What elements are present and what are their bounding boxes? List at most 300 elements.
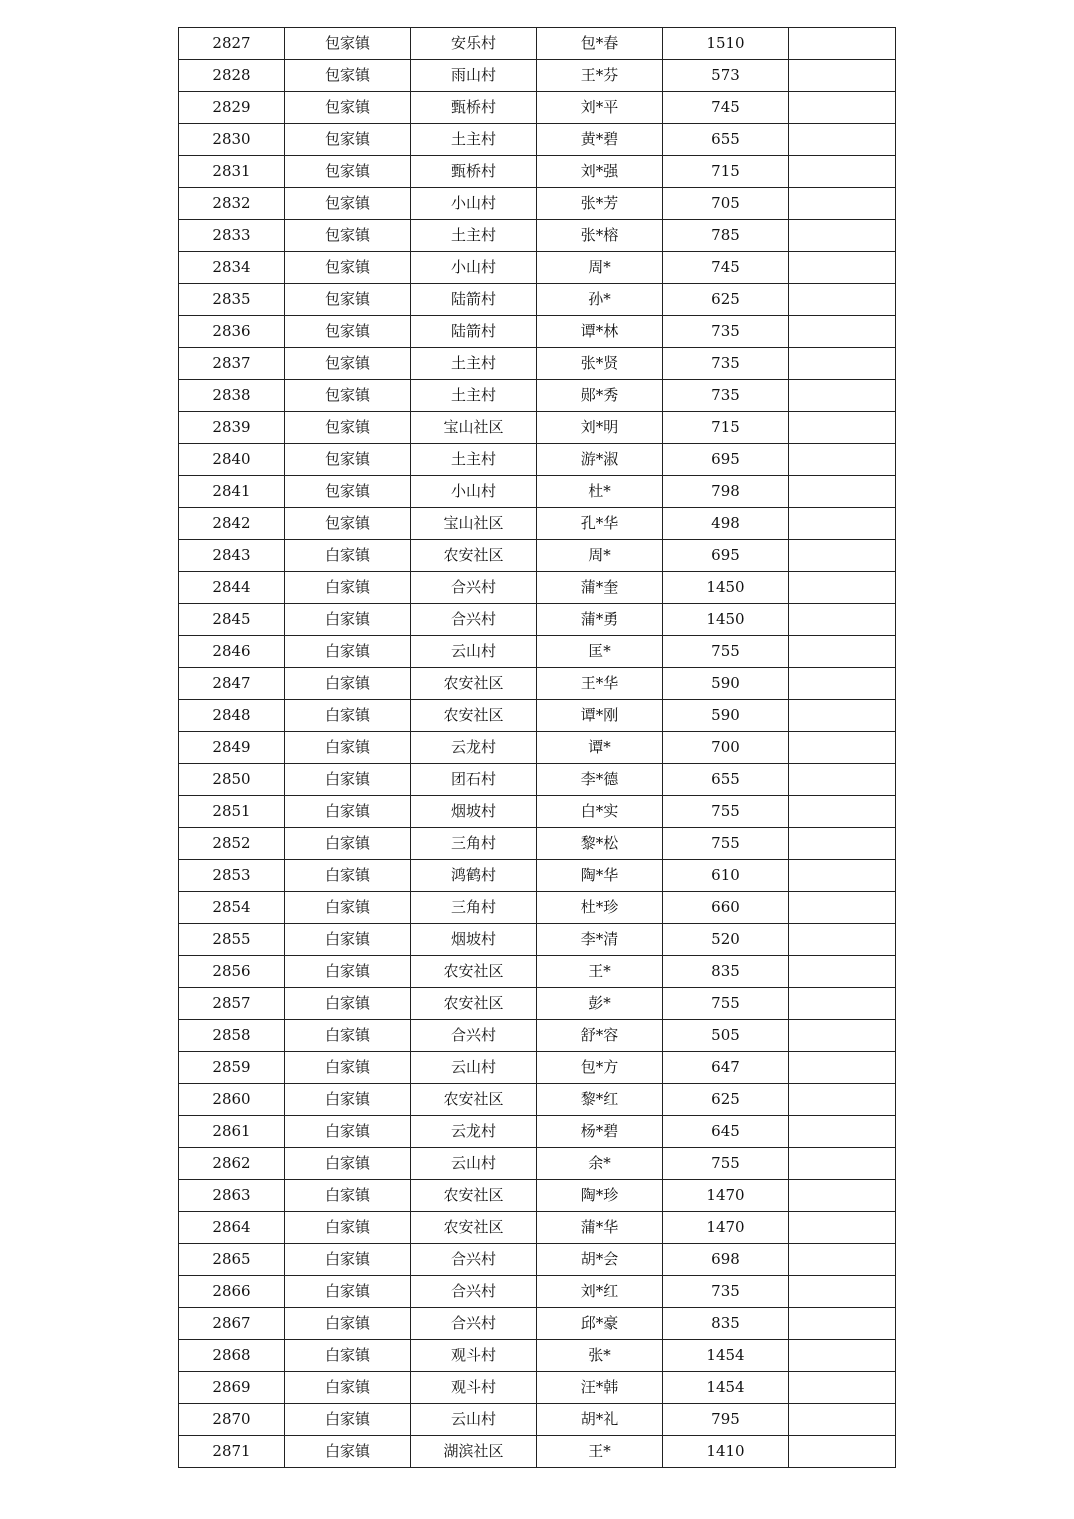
cell-village: 云山村 bbox=[411, 1148, 537, 1180]
cell-index: 2843 bbox=[179, 540, 285, 572]
cell-amount: 625 bbox=[663, 284, 789, 316]
cell-name: 李*德 bbox=[537, 764, 663, 796]
cell-village: 合兴村 bbox=[411, 572, 537, 604]
cell-town: 白家镇 bbox=[285, 1244, 411, 1276]
cell-village: 宝山社区 bbox=[411, 508, 537, 540]
cell-index: 2868 bbox=[179, 1340, 285, 1372]
cell-amount: 715 bbox=[663, 412, 789, 444]
table-row bbox=[179, 1308, 896, 1340]
cell-amount: 715 bbox=[663, 156, 789, 188]
cell-amount: 610 bbox=[663, 860, 789, 892]
table-row bbox=[179, 1052, 896, 1084]
cell-town: 白家镇 bbox=[285, 828, 411, 860]
cell-name: 胡*会 bbox=[537, 1244, 663, 1276]
table-row bbox=[179, 1148, 896, 1180]
cell-town: 白家镇 bbox=[285, 764, 411, 796]
cell-amount: 590 bbox=[663, 668, 789, 700]
cell-note bbox=[789, 764, 896, 796]
cell-amount: 755 bbox=[663, 828, 789, 860]
cell-index: 2844 bbox=[179, 572, 285, 604]
cell-note bbox=[789, 988, 896, 1020]
cell-town: 白家镇 bbox=[285, 668, 411, 700]
cell-index: 2870 bbox=[179, 1404, 285, 1436]
table-row bbox=[179, 1116, 896, 1148]
cell-index: 2869 bbox=[179, 1372, 285, 1404]
cell-town: 白家镇 bbox=[285, 1404, 411, 1436]
cell-amount: 700 bbox=[663, 732, 789, 764]
cell-name: 杜*珍 bbox=[537, 892, 663, 924]
cell-name: 郧*秀 bbox=[537, 380, 663, 412]
cell-name: 匡* bbox=[537, 636, 663, 668]
table-row bbox=[179, 668, 896, 700]
cell-town: 包家镇 bbox=[285, 92, 411, 124]
table-row bbox=[179, 284, 896, 316]
cell-village: 陆箭村 bbox=[411, 316, 537, 348]
table-row bbox=[179, 732, 896, 764]
cell-index: 2847 bbox=[179, 668, 285, 700]
cell-name: 王* bbox=[537, 1436, 663, 1468]
table-row bbox=[179, 1436, 896, 1468]
cell-index: 2871 bbox=[179, 1436, 285, 1468]
cell-note bbox=[789, 1372, 896, 1404]
cell-amount: 1454 bbox=[663, 1372, 789, 1404]
cell-amount: 645 bbox=[663, 1116, 789, 1148]
cell-amount: 695 bbox=[663, 540, 789, 572]
cell-name: 谭*林 bbox=[537, 316, 663, 348]
cell-note bbox=[789, 1340, 896, 1372]
cell-village: 三角村 bbox=[411, 828, 537, 860]
cell-amount: 695 bbox=[663, 444, 789, 476]
cell-village: 雨山村 bbox=[411, 60, 537, 92]
cell-note bbox=[789, 252, 896, 284]
cell-name: 王*华 bbox=[537, 668, 663, 700]
cell-name: 包*方 bbox=[537, 1052, 663, 1084]
cell-village: 云山村 bbox=[411, 636, 537, 668]
cell-amount: 1450 bbox=[663, 572, 789, 604]
cell-town: 白家镇 bbox=[285, 892, 411, 924]
cell-amount: 590 bbox=[663, 700, 789, 732]
cell-index: 2849 bbox=[179, 732, 285, 764]
cell-note bbox=[789, 1404, 896, 1436]
cell-note bbox=[789, 348, 896, 380]
cell-village: 农安社区 bbox=[411, 668, 537, 700]
cell-note bbox=[789, 1020, 896, 1052]
cell-town: 白家镇 bbox=[285, 700, 411, 732]
cell-index: 2842 bbox=[179, 508, 285, 540]
cell-village: 云龙村 bbox=[411, 732, 537, 764]
cell-name: 胡*礼 bbox=[537, 1404, 663, 1436]
cell-village: 合兴村 bbox=[411, 604, 537, 636]
cell-index: 2851 bbox=[179, 796, 285, 828]
cell-index: 2853 bbox=[179, 860, 285, 892]
cell-amount: 745 bbox=[663, 252, 789, 284]
cell-amount: 655 bbox=[663, 124, 789, 156]
cell-amount: 505 bbox=[663, 1020, 789, 1052]
cell-amount: 755 bbox=[663, 796, 789, 828]
table-row bbox=[179, 1084, 896, 1116]
cell-index: 2860 bbox=[179, 1084, 285, 1116]
cell-index: 2859 bbox=[179, 1052, 285, 1084]
cell-town: 包家镇 bbox=[285, 316, 411, 348]
cell-amount: 1410 bbox=[663, 1436, 789, 1468]
cell-note bbox=[789, 572, 896, 604]
table-row bbox=[179, 860, 896, 892]
cell-index: 2865 bbox=[179, 1244, 285, 1276]
cell-town: 白家镇 bbox=[285, 1180, 411, 1212]
cell-village: 观斗村 bbox=[411, 1372, 537, 1404]
cell-village: 合兴村 bbox=[411, 1244, 537, 1276]
cell-town: 白家镇 bbox=[285, 924, 411, 956]
cell-index: 2829 bbox=[179, 92, 285, 124]
cell-name: 游*淑 bbox=[537, 444, 663, 476]
cell-note bbox=[789, 316, 896, 348]
cell-index: 2838 bbox=[179, 380, 285, 412]
cell-name: 刘*强 bbox=[537, 156, 663, 188]
cell-name: 张*榕 bbox=[537, 220, 663, 252]
cell-name: 张*芳 bbox=[537, 188, 663, 220]
cell-name: 孔*华 bbox=[537, 508, 663, 540]
cell-note bbox=[789, 220, 896, 252]
cell-town: 白家镇 bbox=[285, 1308, 411, 1340]
cell-amount: 520 bbox=[663, 924, 789, 956]
cell-town: 包家镇 bbox=[285, 60, 411, 92]
table-row bbox=[179, 1372, 896, 1404]
cell-amount: 705 bbox=[663, 188, 789, 220]
cell-name: 陶*华 bbox=[537, 860, 663, 892]
cell-name: 舒*容 bbox=[537, 1020, 663, 1052]
cell-index: 2852 bbox=[179, 828, 285, 860]
cell-village: 小山村 bbox=[411, 188, 537, 220]
table-row bbox=[179, 1212, 896, 1244]
cell-name: 白*实 bbox=[537, 796, 663, 828]
table-row bbox=[179, 1244, 896, 1276]
table-row bbox=[179, 348, 896, 380]
cell-note bbox=[789, 1180, 896, 1212]
cell-village: 三角村 bbox=[411, 892, 537, 924]
cell-town: 白家镇 bbox=[285, 732, 411, 764]
cell-village: 合兴村 bbox=[411, 1308, 537, 1340]
cell-village: 农安社区 bbox=[411, 1180, 537, 1212]
cell-amount: 735 bbox=[663, 1276, 789, 1308]
cell-village: 土主村 bbox=[411, 124, 537, 156]
cell-name: 周* bbox=[537, 252, 663, 284]
table-row bbox=[179, 764, 896, 796]
cell-index: 2848 bbox=[179, 700, 285, 732]
cell-index: 2835 bbox=[179, 284, 285, 316]
cell-index: 2862 bbox=[179, 1148, 285, 1180]
cell-town: 白家镇 bbox=[285, 1020, 411, 1052]
cell-name: 王*芬 bbox=[537, 60, 663, 92]
cell-name: 陶*珍 bbox=[537, 1180, 663, 1212]
cell-town: 包家镇 bbox=[285, 380, 411, 412]
cell-amount: 795 bbox=[663, 1404, 789, 1436]
cell-amount: 625 bbox=[663, 1084, 789, 1116]
cell-index: 2854 bbox=[179, 892, 285, 924]
cell-note bbox=[789, 284, 896, 316]
cell-town: 白家镇 bbox=[285, 988, 411, 1020]
cell-town: 包家镇 bbox=[285, 252, 411, 284]
cell-note bbox=[789, 860, 896, 892]
cell-note bbox=[789, 28, 896, 60]
cell-name: 谭* bbox=[537, 732, 663, 764]
cell-index: 2850 bbox=[179, 764, 285, 796]
cell-town: 包家镇 bbox=[285, 124, 411, 156]
cell-village: 烟坡村 bbox=[411, 924, 537, 956]
cell-village: 团石村 bbox=[411, 764, 537, 796]
cell-village: 合兴村 bbox=[411, 1020, 537, 1052]
cell-note bbox=[789, 604, 896, 636]
cell-note bbox=[789, 796, 896, 828]
cell-town: 白家镇 bbox=[285, 1052, 411, 1084]
cell-town: 包家镇 bbox=[285, 444, 411, 476]
table-row bbox=[179, 1276, 896, 1308]
cell-name: 蒲*奎 bbox=[537, 572, 663, 604]
cell-village: 云山村 bbox=[411, 1052, 537, 1084]
cell-name: 蒲*华 bbox=[537, 1212, 663, 1244]
cell-name: 刘*明 bbox=[537, 412, 663, 444]
cell-name: 黄*碧 bbox=[537, 124, 663, 156]
cell-amount: 835 bbox=[663, 956, 789, 988]
cell-town: 白家镇 bbox=[285, 636, 411, 668]
cell-note bbox=[789, 636, 896, 668]
cell-village: 小山村 bbox=[411, 476, 537, 508]
cell-amount: 835 bbox=[663, 1308, 789, 1340]
cell-name: 张* bbox=[537, 1340, 663, 1372]
cell-town: 白家镇 bbox=[285, 796, 411, 828]
cell-name: 王* bbox=[537, 956, 663, 988]
cell-index: 2833 bbox=[179, 220, 285, 252]
cell-name: 杜* bbox=[537, 476, 663, 508]
cell-note bbox=[789, 1308, 896, 1340]
cell-village: 土主村 bbox=[411, 444, 537, 476]
cell-town: 包家镇 bbox=[285, 28, 411, 60]
cell-town: 白家镇 bbox=[285, 1116, 411, 1148]
cell-village: 合兴村 bbox=[411, 1276, 537, 1308]
cell-amount: 1470 bbox=[663, 1180, 789, 1212]
table-row bbox=[179, 1340, 896, 1372]
table-row bbox=[179, 316, 896, 348]
table-row bbox=[179, 796, 896, 828]
cell-index: 2866 bbox=[179, 1276, 285, 1308]
cell-amount: 1470 bbox=[663, 1212, 789, 1244]
cell-village: 烟坡村 bbox=[411, 796, 537, 828]
cell-index: 2830 bbox=[179, 124, 285, 156]
cell-amount: 735 bbox=[663, 348, 789, 380]
cell-note bbox=[789, 1244, 896, 1276]
cell-name: 李*清 bbox=[537, 924, 663, 956]
cell-note bbox=[789, 732, 896, 764]
cell-amount: 655 bbox=[663, 764, 789, 796]
cell-note bbox=[789, 380, 896, 412]
table-row bbox=[179, 92, 896, 124]
table-row bbox=[179, 636, 896, 668]
table-row bbox=[179, 220, 896, 252]
cell-village: 陆箭村 bbox=[411, 284, 537, 316]
cell-village: 小山村 bbox=[411, 252, 537, 284]
cell-note bbox=[789, 412, 896, 444]
cell-index: 2867 bbox=[179, 1308, 285, 1340]
table-row bbox=[179, 1180, 896, 1212]
table-row bbox=[179, 604, 896, 636]
cell-town: 白家镇 bbox=[285, 956, 411, 988]
cell-index: 2837 bbox=[179, 348, 285, 380]
cell-village: 土主村 bbox=[411, 380, 537, 412]
cell-village: 鸿鹤村 bbox=[411, 860, 537, 892]
table-row bbox=[179, 828, 896, 860]
cell-amount: 735 bbox=[663, 316, 789, 348]
table-row bbox=[179, 1020, 896, 1052]
cell-village: 农安社区 bbox=[411, 540, 537, 572]
table-row bbox=[179, 380, 896, 412]
cell-village: 土主村 bbox=[411, 348, 537, 380]
cell-village: 甄桥村 bbox=[411, 92, 537, 124]
cell-index: 2864 bbox=[179, 1212, 285, 1244]
cell-note bbox=[789, 444, 896, 476]
cell-village: 农安社区 bbox=[411, 956, 537, 988]
cell-index: 2855 bbox=[179, 924, 285, 956]
cell-note bbox=[789, 828, 896, 860]
cell-village: 安乐村 bbox=[411, 28, 537, 60]
cell-town: 包家镇 bbox=[285, 188, 411, 220]
table-row bbox=[179, 924, 896, 956]
cell-village: 观斗村 bbox=[411, 1340, 537, 1372]
cell-amount: 647 bbox=[663, 1052, 789, 1084]
cell-index: 2832 bbox=[179, 188, 285, 220]
cell-note bbox=[789, 956, 896, 988]
cell-note bbox=[789, 1212, 896, 1244]
cell-amount: 498 bbox=[663, 508, 789, 540]
cell-note bbox=[789, 476, 896, 508]
cell-town: 白家镇 bbox=[285, 572, 411, 604]
cell-note bbox=[789, 700, 896, 732]
cell-town: 包家镇 bbox=[285, 476, 411, 508]
cell-note bbox=[789, 188, 896, 220]
cell-name: 黎*红 bbox=[537, 1084, 663, 1116]
cell-note bbox=[789, 924, 896, 956]
table-row bbox=[179, 572, 896, 604]
table-row bbox=[179, 412, 896, 444]
table-row bbox=[179, 892, 896, 924]
cell-amount: 745 bbox=[663, 92, 789, 124]
cell-index: 2828 bbox=[179, 60, 285, 92]
cell-index: 2834 bbox=[179, 252, 285, 284]
cell-note bbox=[789, 540, 896, 572]
cell-note bbox=[789, 1052, 896, 1084]
cell-amount: 1454 bbox=[663, 1340, 789, 1372]
cell-name: 张*贤 bbox=[537, 348, 663, 380]
cell-index: 2836 bbox=[179, 316, 285, 348]
cell-name: 余* bbox=[537, 1148, 663, 1180]
cell-index: 2839 bbox=[179, 412, 285, 444]
cell-note bbox=[789, 156, 896, 188]
cell-town: 白家镇 bbox=[285, 1148, 411, 1180]
cell-town: 白家镇 bbox=[285, 1084, 411, 1116]
cell-name: 汪*韩 bbox=[537, 1372, 663, 1404]
cell-index: 2861 bbox=[179, 1116, 285, 1148]
cell-name: 杨*碧 bbox=[537, 1116, 663, 1148]
cell-note bbox=[789, 1148, 896, 1180]
cell-amount: 1510 bbox=[663, 28, 789, 60]
cell-town: 白家镇 bbox=[285, 1212, 411, 1244]
cell-town: 白家镇 bbox=[285, 1372, 411, 1404]
data-table bbox=[178, 27, 896, 1468]
table-row bbox=[179, 60, 896, 92]
table-row bbox=[179, 188, 896, 220]
cell-index: 2831 bbox=[179, 156, 285, 188]
cell-village: 农安社区 bbox=[411, 988, 537, 1020]
cell-village: 云龙村 bbox=[411, 1116, 537, 1148]
cell-index: 2840 bbox=[179, 444, 285, 476]
table-row bbox=[179, 156, 896, 188]
cell-note bbox=[789, 668, 896, 700]
table-row bbox=[179, 1404, 896, 1436]
cell-note bbox=[789, 892, 896, 924]
table-row bbox=[179, 540, 896, 572]
cell-index: 2846 bbox=[179, 636, 285, 668]
cell-village: 农安社区 bbox=[411, 1212, 537, 1244]
cell-town: 白家镇 bbox=[285, 1276, 411, 1308]
table-row bbox=[179, 476, 896, 508]
cell-name: 彭* bbox=[537, 988, 663, 1020]
cell-amount: 698 bbox=[663, 1244, 789, 1276]
cell-index: 2863 bbox=[179, 1180, 285, 1212]
table-row bbox=[179, 28, 896, 60]
cell-town: 白家镇 bbox=[285, 1340, 411, 1372]
cell-town: 白家镇 bbox=[285, 860, 411, 892]
cell-village: 云山村 bbox=[411, 1404, 537, 1436]
cell-note bbox=[789, 508, 896, 540]
cell-note bbox=[789, 1084, 896, 1116]
cell-index: 2827 bbox=[179, 28, 285, 60]
cell-amount: 573 bbox=[663, 60, 789, 92]
cell-name: 刘*平 bbox=[537, 92, 663, 124]
cell-town: 包家镇 bbox=[285, 284, 411, 316]
cell-amount: 785 bbox=[663, 220, 789, 252]
cell-town: 包家镇 bbox=[285, 348, 411, 380]
cell-name: 孙* bbox=[537, 284, 663, 316]
table-body bbox=[179, 28, 896, 1468]
cell-town: 白家镇 bbox=[285, 540, 411, 572]
table-row bbox=[179, 252, 896, 284]
table-row bbox=[179, 124, 896, 156]
table-row bbox=[179, 508, 896, 540]
cell-amount: 660 bbox=[663, 892, 789, 924]
table-row bbox=[179, 700, 896, 732]
cell-amount: 735 bbox=[663, 380, 789, 412]
cell-town: 白家镇 bbox=[285, 1436, 411, 1468]
cell-amount: 755 bbox=[663, 1148, 789, 1180]
cell-note bbox=[789, 124, 896, 156]
cell-town: 包家镇 bbox=[285, 508, 411, 540]
cell-name: 刘*红 bbox=[537, 1276, 663, 1308]
cell-index: 2857 bbox=[179, 988, 285, 1020]
cell-village: 甄桥村 bbox=[411, 156, 537, 188]
cell-name: 邱*豪 bbox=[537, 1308, 663, 1340]
cell-note bbox=[789, 1436, 896, 1468]
table-row bbox=[179, 988, 896, 1020]
cell-village: 湖滨社区 bbox=[411, 1436, 537, 1468]
cell-index: 2841 bbox=[179, 476, 285, 508]
cell-name: 包*春 bbox=[537, 28, 663, 60]
cell-amount: 798 bbox=[663, 476, 789, 508]
cell-index: 2858 bbox=[179, 1020, 285, 1052]
cell-note bbox=[789, 60, 896, 92]
cell-village: 农安社区 bbox=[411, 1084, 537, 1116]
cell-name: 蒲*勇 bbox=[537, 604, 663, 636]
cell-note bbox=[789, 92, 896, 124]
cell-index: 2845 bbox=[179, 604, 285, 636]
cell-name: 周* bbox=[537, 540, 663, 572]
